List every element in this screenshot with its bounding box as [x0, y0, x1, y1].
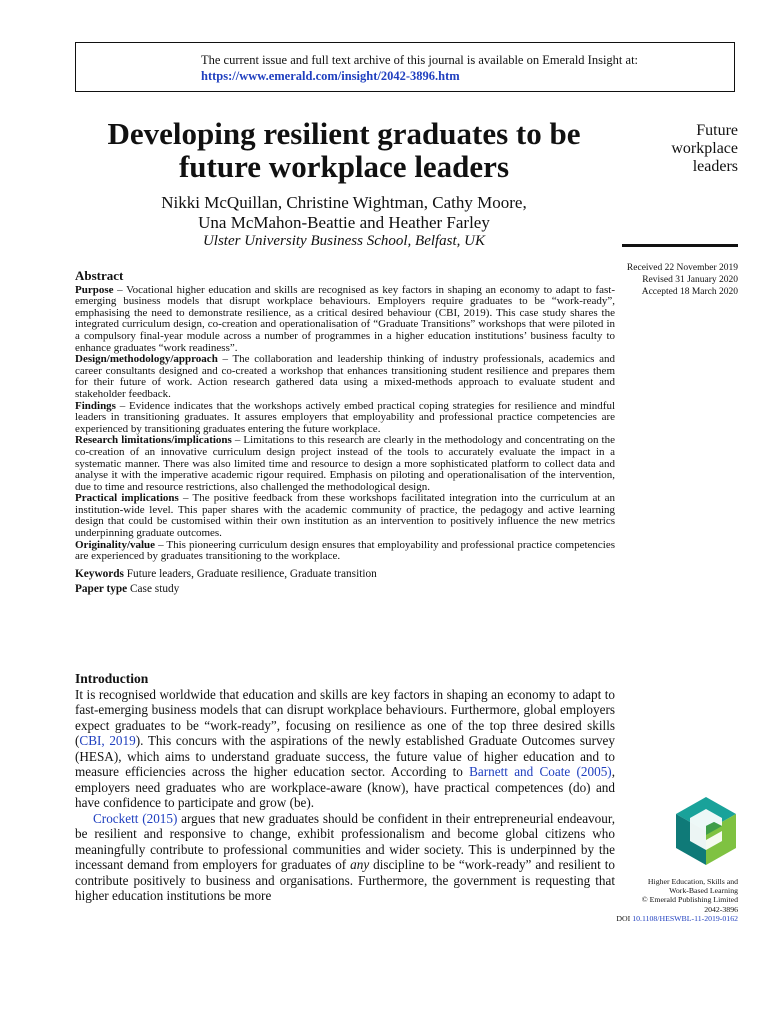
- citation-cbi-2019-link[interactable]: CBI, 2019: [79, 733, 136, 748]
- issn: 2042-3896: [704, 904, 738, 914]
- purpose-label: Purpose: [75, 283, 114, 296]
- keywords: [75, 569, 615, 581]
- article-title: Developing resilient graduates to be future workplace leaders: [107, 116, 581, 184]
- abstract-limitations: [75, 435, 615, 493]
- paper-type: [75, 584, 615, 596]
- introduction-heading: Introduction: [75, 671, 149, 686]
- emerald-logo-icon: [672, 795, 740, 867]
- purpose-text: – Vocational higher education and skills are recognised as key factors in shaping an economy to adapt to fast-emerging business models that disrupt workplace behaviours. Employers require graduates to be “work-ready”, emphasising the need to demonstrate resilience, as a critical desired behaviour (CBI, 2019). This case study shares the integrated curriculum design, co-creation and operationalisation of “Graduate Transitions” workshops that were piloted in a compulsory final-year module across a number of programmes in a higher education institutions’ business faculty to enhance graduates “work readiness”.: [75, 283, 615, 354]
- practical-label: Practical implications: [75, 492, 179, 505]
- access-notice-box: [75, 42, 735, 92]
- authors-line-2: Una McMahon-Beattie and Heather Farley: [198, 213, 490, 232]
- intro-p1-text-c: , employers need graduates who are workplace-aware (know), have practical competences (do) and have confidence to participate and grow (be).: [75, 764, 615, 810]
- article-dates: [600, 262, 738, 298]
- introduction-section: [75, 671, 615, 904]
- limitations-text: – Limitations to this research are clearly in the methodology and concentrating on the co-creation of an innovative curriculum design project instead of the tools to accurately evaluate the impact in a systematic manner. There was also limited time and resource to design a more sophisticated platform to collect data and analyse it with the imperative academic rigour required. Emphasis on piloting and operationalisation of the intervention, due to time and resource restrictions, also challenged the methodological design.: [75, 434, 615, 493]
- doi-link[interactable]: 10.1108/HESWBL-11-2019-0162: [632, 913, 738, 923]
- authors-line-1: Nikki McQuillan, Christine Wightman, Cathy Moore,: [161, 193, 527, 212]
- author-list: [70, 193, 618, 233]
- keywords-text: Future leaders, Graduate resilience, Graduate transition: [123, 567, 377, 580]
- intro-p1-text-b: ). This concurs with the aspirations of the newly established Graduate Outcomes survey (HESA), which aims to understand graduate success, the future value of higher education and to measure efficiencies across the higher education sector. According to: [75, 733, 615, 779]
- journal-name-line-2: Work-Based Learning: [669, 886, 738, 896]
- running-head: [610, 122, 738, 176]
- journal-url-link[interactable]: https://www.emerald.com/insight/2042-3896.htm: [201, 69, 460, 83]
- running-head-line-1: Future: [696, 122, 738, 139]
- design-label: Design/methodology/approach: [75, 353, 218, 366]
- citation-barnett-coate-link[interactable]: Barnett and Coate (2005): [469, 764, 612, 779]
- running-head-line-2: workplace: [671, 140, 738, 157]
- originality-text: – This pioneering curriculum design ensures that employability and professional practice competencies are experienced by graduates transitioning to the workplace.: [75, 538, 615, 563]
- affiliation: Ulster University Business School, Belfast, UK: [202, 233, 486, 249]
- limitations-label: Research limitations/implications: [75, 434, 232, 447]
- keywords-label: Keywords: [75, 567, 124, 580]
- intro-p1-text-a: It is recognised worldwide that education and skills are key factors in shaping an economy to adapt to fast-emerging business models that can disrupt workplace behaviours. Furthermore, global employers expect graduates to be “work-ready”, focusing on resilience as one of the top three desired skills (: [75, 686, 615, 748]
- abstract-practical: [75, 493, 615, 539]
- abstract-findings: [75, 401, 615, 436]
- findings-label: Findings: [75, 399, 116, 412]
- intro-paragraph-1: [75, 687, 615, 811]
- received-date: Received 22 November 2019: [626, 263, 738, 273]
- citation-crockett-link[interactable]: Crockett (2015): [93, 810, 178, 826]
- abstract-purpose: [75, 285, 615, 355]
- margin-rule: [622, 244, 738, 247]
- intro-p2-emphasis: any: [350, 857, 370, 872]
- doi-line: [610, 914, 738, 923]
- findings-text: – Evidence indicates that the workshops actively embed practical coping strategies for resilience and mindful leaders in transitioning graduates. It assures employers that employability and professional practice competencies are experienced by transitioning graduates entering the future workplace.: [75, 399, 615, 435]
- intro-p2-text-b: discipline to be “work-ready” and resilient to contribute positively to business and organisations. Furthermore, the government is requesting that higher education institutions be more: [75, 857, 615, 903]
- abstract-design: [75, 354, 615, 400]
- intro-p2-text-a: argues that new graduates should be confident in their entrepreneurial endeavour, be resilient and responsive to change, exhibit professionalism and become global citizens who meaningfully contribute to professional communities and wider society. This is underpinned by the incessant demand from employers for graduates of: [75, 810, 615, 872]
- originality-label: Originality/value: [75, 538, 156, 551]
- practical-text: – The positive feedback from these workshops facilitated integration into the curriculum at an institution-wide level. This paper shares with the academic community of practice, the pedagogy and active learning design that could be customised within their own institution as an intervention to positively influence the new metrics underpinning graduate outcomes.: [75, 492, 615, 540]
- access-notice-text: The current issue and full text archive of this journal is available on Emerald Insight at:: [201, 53, 639, 67]
- accepted-date: Accepted 18 March 2020: [641, 287, 738, 297]
- publication-info: [610, 877, 738, 923]
- doi-label: DOI: [616, 913, 633, 923]
- abstract-originality: [75, 540, 615, 563]
- copyright: © Emerald Publishing Limited: [641, 895, 738, 905]
- running-head-line-3: leaders: [692, 158, 738, 175]
- abstract-section: [75, 270, 615, 596]
- journal-name-line-1: Higher Education, Skills and: [647, 877, 738, 886]
- revised-date: Revised 31 January 2020: [642, 275, 738, 285]
- design-text: – The collaboration and leadership thinking of industry professionals, academics and career consultants designed and co-created a workshop that enhances transitioning student resilience and prepares them for their future of work. Action research gathered data using a mixed-methods approach to evaluate student and stakeholder feedback.: [75, 353, 615, 400]
- abstract-heading: Abstract: [75, 268, 124, 283]
- paper-type-label: Paper type: [75, 583, 128, 596]
- paper-type-text: Case study: [127, 583, 180, 596]
- intro-paragraph-2: [75, 811, 615, 904]
